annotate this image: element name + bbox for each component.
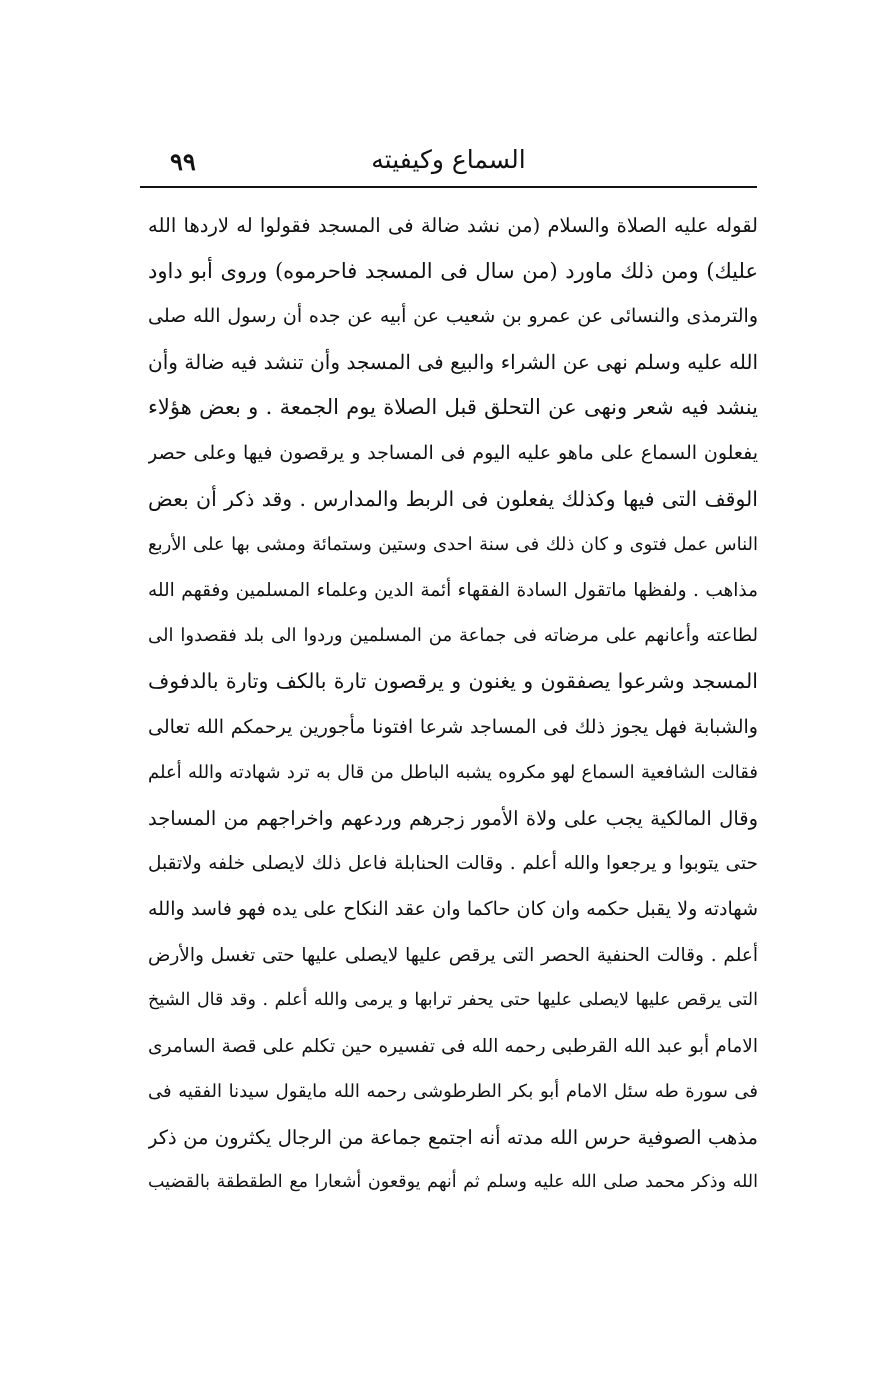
text-line: المسجد وشرعوا يصفقون و يغنون و يرقصون تارة بالكف وتارة بالدفوف (148, 668, 758, 693)
text-line: حتى يتوبوا و يرجعوا والله أعلم . وقالت الحنابلة فاعل ذلك لايصلى خلفه ولاتقبل (148, 853, 758, 875)
header-rule (140, 186, 757, 188)
text-line: التى يرقص عليها لايصلى عليها حتى يحفر ترابها و يرمى والله أعلم . وقد قال الشيخ (148, 990, 758, 1011)
text-line: لطاعته وأعانهم على مرضاته فى جماعة من المسلمين وردوا الى بلد فقصدوا الى (148, 625, 758, 647)
text-line: ينشد فيه شعر ونهى عن التحلق قبل الصلاة يوم الجمعة . و بعض هؤلاء (148, 395, 758, 420)
text-line: والشبابة فهل يجوز ذلك فى المساجد شرعا افتونا مأجورين يرحمكم الله تعالى (148, 715, 758, 738)
text-line: شهادته ولا يقبل حكمه وان كان حاكما وان عقد النكاح على يده فهو فاسد والله (148, 897, 758, 920)
text-line: لقوله عليه الصلاة والسلام (من نشد ضالة فى المسجد فقولوا له لاردها الله (148, 214, 758, 237)
page-number: ٩٩ (170, 147, 196, 176)
text-line: الامام أبو عبد الله القرطبى رحمه الله فى تفسيره حين تكلم على قصة السامرى (148, 1035, 758, 1057)
text-line: مذهب الصوفية حرس الله مدته أنه اجتمع جماعة من الرجال يكثرون من ذكر (148, 1125, 758, 1149)
text-line: عليك) ومن ذلك ماورد (من سال فى المسجد فاحرموه) وروى أبو داود (148, 258, 758, 283)
text-line: أعلم . وقالت الحنفية الحصر التى يرقص عليها لايصلى عليها حتى تغسل والأرض (148, 944, 758, 966)
text-line: وقال المالكية يجب على ولاة الأمور زجرهم وردعهم واخراجهم من المساجد (148, 806, 758, 830)
page-header (140, 138, 757, 182)
text-line: الوقف التى فيها وكذلك يفعلون فى الربط والمدارس . وقد ذكر أن بعض (148, 486, 758, 511)
text-line: مذاهب . ولفظها ماتقول السادة الفقهاء أئمة الدين وعلماء المسلمين وفقهم الله (148, 579, 758, 601)
text-line: فقالت الشافعية السماع لهو مكروه يشبه الباطل من قال به ترد شهادته والله أعلم (148, 762, 758, 784)
running-title: السماع وكيفيته (371, 145, 526, 174)
text-line: الناس عمل فتوى و كان ذلك فى سنة احدى وستين وستمائة ومشى بها على الأربع (148, 534, 758, 556)
body-text (148, 203, 758, 1206)
text-line: فى سورة طه سئل الامام أبو بكر الطرطوشى رحمه الله مايقول سيدنا الفقيه فى (148, 1081, 758, 1103)
text-line: الله وذكر محمد صلى الله عليه وسلم ثم أنهم يوقعون أشعارا مع الطقطقة بالقضيب (148, 1172, 758, 1193)
text-line: الله عليه وسلم نهى عن الشراء والبيع فى المسجد وأن تنشد فيه ضالة وأن (148, 349, 758, 374)
text-line: والترمذى والنسائى عن عمرو بن شعيب عن أبيه عن جده أن رسول الله صلى (148, 305, 758, 328)
text-line: يفعلون السماع على ماهو عليه اليوم فى المساجد و يرقصون فيها وعلى حصر (148, 441, 758, 464)
